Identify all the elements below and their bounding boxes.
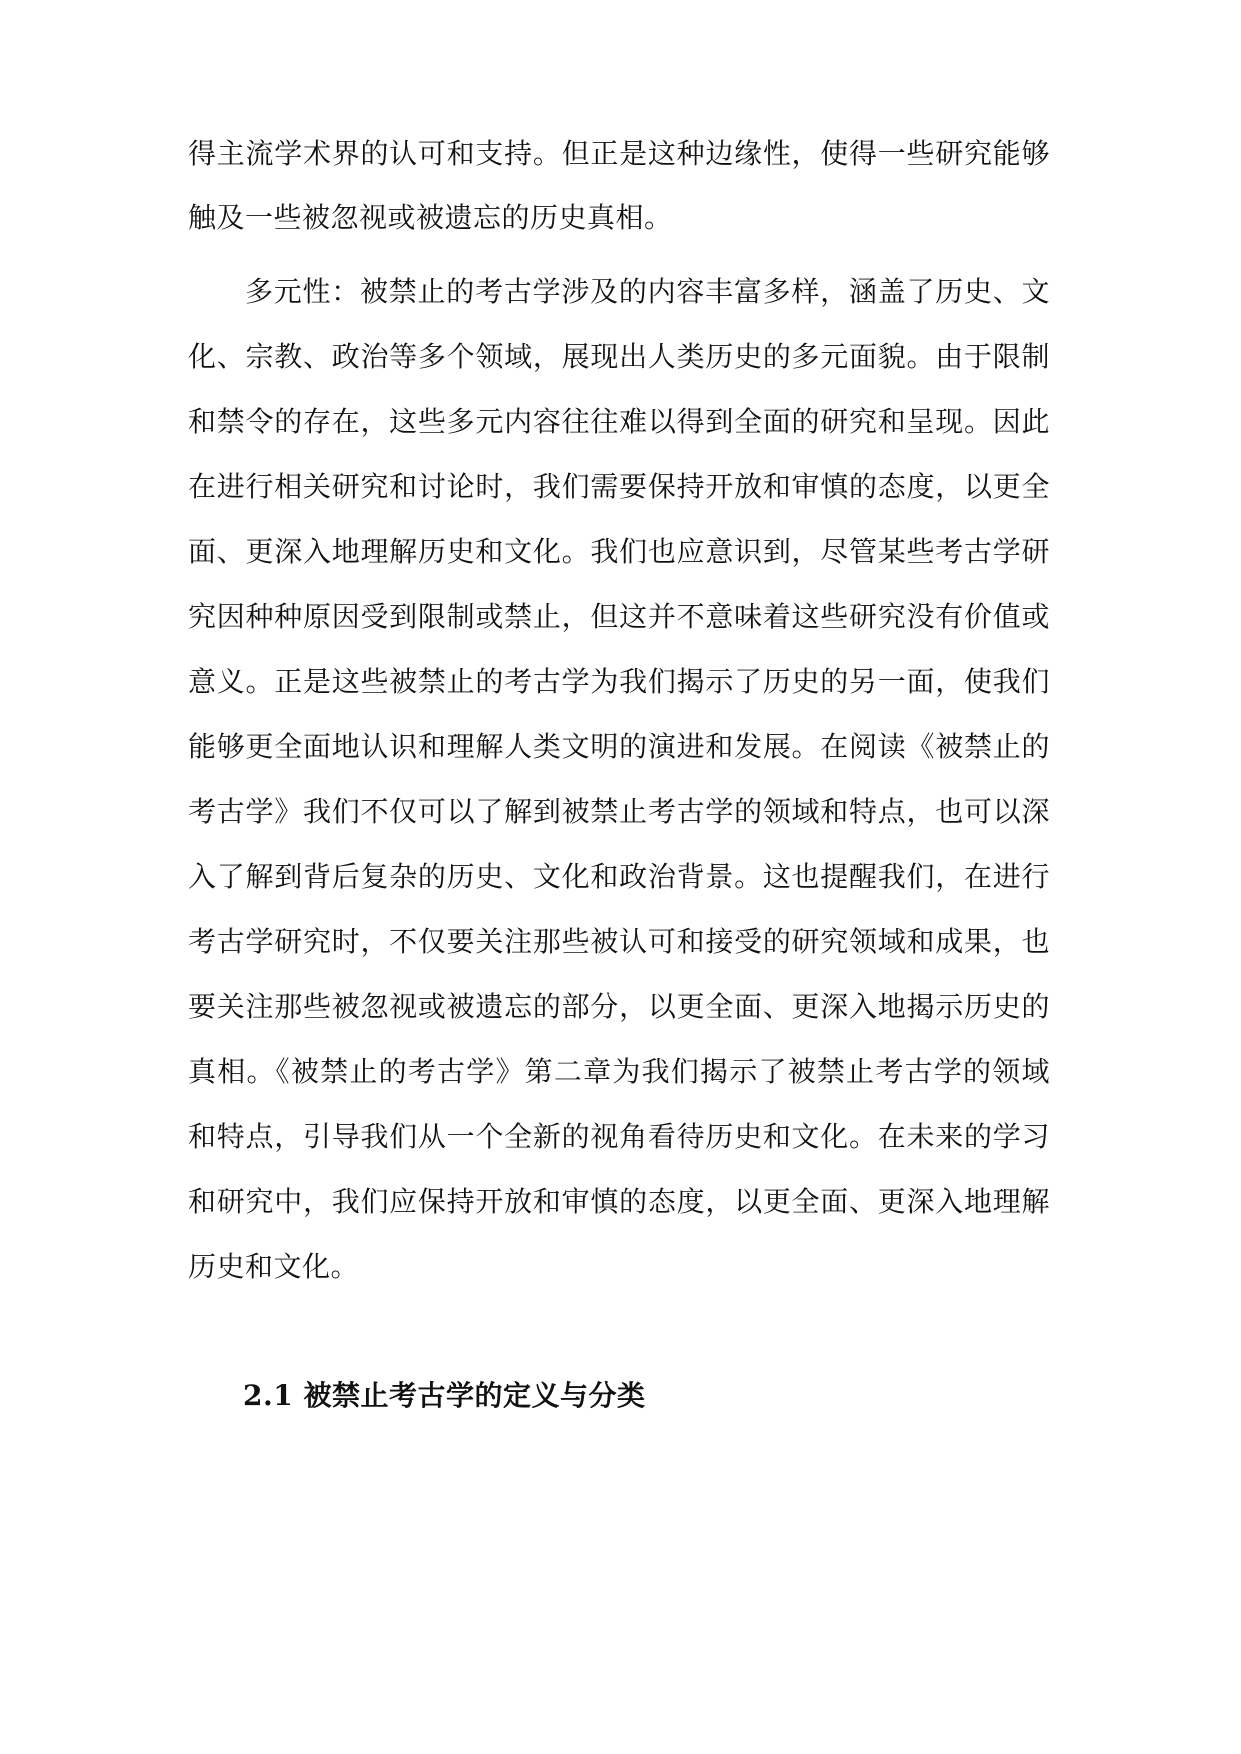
paragraph-line: 得主流学术界的认可和支持。但正是这种边缘性，使得一些研究能够: [188, 137, 1050, 170]
paragraph-line: 和研究中，我们应保持开放和审慎的态度，以更全面、更深入地理解: [188, 1185, 1050, 1218]
paragraph-line: 入了解到背后复杂的历史、文化和政治背景。这也提醒我们，在进行: [188, 860, 1050, 893]
paragraph-line: 在进行相关研究和讨论时，我们需要保持开放和审慎的态度，以更全: [188, 470, 1050, 503]
paragraph-line: 多元性：被禁止的考古学涉及的内容丰富多样，涵盖了历史、文: [245, 275, 1050, 308]
paragraph-line: 能够更全面地认识和理解人类文明的演进和发展。在阅读《被禁止的: [188, 730, 1050, 763]
paragraph-line: 化、宗教、政治等多个领域，展现出人类历史的多元面貌。由于限制: [188, 340, 1050, 373]
paragraph-line: 和特点，引导我们从一个全新的视角看待历史和文化。在未来的学习: [188, 1120, 1050, 1153]
paragraph-line: 面、更深入地理解历史和文化。我们也应意识到，尽管某些考古学研: [188, 535, 1050, 568]
paragraph-line: 意义。正是这些被禁止的考古学为我们揭示了历史的另一面，使我们: [188, 665, 1050, 698]
paragraph-line: 考古学研究时，不仅要关注那些被认可和接受的研究领域和成果，也: [188, 925, 1050, 958]
paragraph-line: 和禁令的存在，这些多元内容往往难以得到全面的研究和呈现。因此: [188, 405, 1050, 438]
paragraph-line: 究因种种原因受到限制或禁止，但这并不意味着这些研究没有价值或: [188, 600, 1050, 633]
paragraph-line: 触及一些被忽视或被遗忘的历史真相。: [188, 201, 673, 234]
paragraph-line: 历史和文化。: [188, 1250, 360, 1283]
paragraph-line: 真相。《被禁止的考古学》第二章为我们揭示了被禁止考古学的领域: [188, 1055, 1050, 1088]
section-heading: 2.1 被禁止考古学的定义与分类: [243, 1379, 646, 1412]
paragraph-line: 要关注那些被忽视或被遗忘的部分，以更全面、更深入地揭示历史的: [188, 990, 1050, 1023]
paragraph-line: 考古学》我们不仅可以了解到被禁止考古学的领域和特点，也可以深: [188, 795, 1050, 828]
